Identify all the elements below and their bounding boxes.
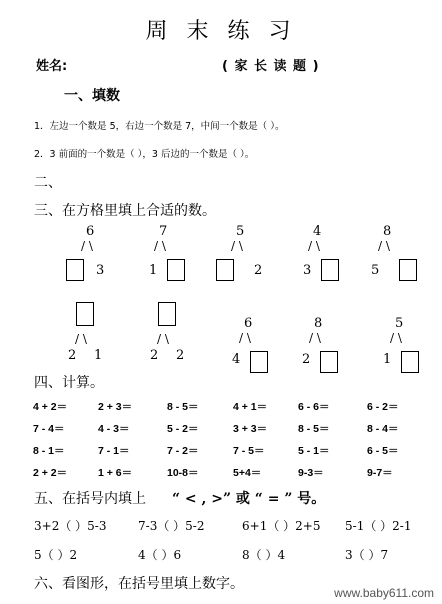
calc-item: 4 + 1＝: [233, 401, 268, 413]
section5-heading: 五、在括号内填上: [34, 491, 146, 507]
compare-item: 3（ ）7: [345, 548, 389, 562]
calc-item: 2 + 2＝: [33, 467, 68, 479]
calc-item: 8 - 4＝: [367, 423, 399, 435]
bond-top-number: 8: [383, 224, 392, 239]
bond-branch: / \: [154, 239, 166, 253]
calc-item: 6 - 6＝: [298, 401, 330, 413]
bond-top-number: 5: [395, 316, 404, 331]
answer-box[interactable]: [76, 302, 94, 326]
bond-branch: / \: [157, 332, 169, 346]
section1-q1: 1．左边一个数是 5，右边一个数是 7，中间一个数是（ ）。: [34, 121, 285, 132]
watermark: www.baby611.com: [334, 586, 434, 600]
bond-known-number: 1: [149, 263, 158, 278]
bond-top-number: 6: [86, 224, 95, 239]
calc-item: 3 + 3＝: [233, 423, 268, 435]
section4-heading: 四、计算。: [34, 375, 104, 391]
bond-branch: / \: [378, 239, 390, 253]
answer-box[interactable]: [250, 351, 268, 373]
section6-heading: 六、看图形，在括号里填上数字。: [34, 576, 244, 592]
page-title: 周 末 练 习: [145, 19, 297, 44]
calc-item: 8 - 1＝: [33, 445, 65, 457]
answer-box[interactable]: [320, 351, 338, 373]
compare-item: 5-1（ ）2-1: [345, 519, 412, 533]
bond-top-number: 7: [159, 224, 168, 239]
calc-item: 4 - 3＝: [98, 423, 130, 435]
bond-known-number: 3: [96, 263, 105, 278]
compare-item: 6+1（ ）2+5: [242, 519, 321, 533]
calc-item: 5 - 1＝: [298, 445, 330, 457]
bond-right-number: 1: [94, 348, 103, 363]
section5-symbols: “ < , >” 或 “ = ” 号。: [172, 491, 326, 507]
compare-item: 4（ ）6: [138, 548, 182, 562]
bond-known-number: 1: [383, 352, 392, 367]
calc-item: 5+4＝: [233, 467, 262, 479]
bond-branch: / \: [239, 331, 251, 345]
section2-heading: 二、: [34, 175, 62, 191]
bond-branch: / \: [231, 239, 243, 253]
section1-heading: 一、填数: [64, 88, 120, 104]
calc-item: 9-7＝: [367, 467, 393, 479]
bond-branch: / \: [308, 239, 320, 253]
calc-item: 7 - 4＝: [33, 423, 65, 435]
calc-item: 8 - 5＝: [298, 423, 330, 435]
compare-item: 3+2（ ）5-3: [34, 519, 107, 533]
compare-item: 8（ ）4: [242, 548, 286, 562]
bond-right-number: 2: [176, 348, 185, 363]
calc-item: 6 - 2＝: [367, 401, 399, 413]
bond-branch: / \: [75, 332, 87, 346]
calc-item: 7 - 5＝: [233, 445, 265, 457]
bond-known-number: 5: [371, 263, 380, 278]
answer-box[interactable]: [158, 302, 176, 326]
bond-branch: / \: [81, 239, 93, 253]
calc-item: 10-8＝: [167, 467, 199, 479]
calc-item: 4 + 2＝: [33, 401, 68, 413]
bond-top-number: 5: [236, 224, 245, 239]
calc-item: 7 - 2＝: [167, 445, 199, 457]
bond-left-number: 2: [150, 348, 159, 363]
calc-item: 8 - 5＝: [167, 401, 199, 413]
bond-top-number: 8: [314, 316, 323, 331]
calc-item: 2 + 3＝: [98, 401, 133, 413]
section3-heading: 三、在方格里填上合适的数。: [34, 203, 216, 219]
answer-box[interactable]: [167, 259, 185, 281]
calc-item: 1 + 6＝: [98, 467, 133, 479]
name-label: 姓名:: [36, 59, 68, 74]
bond-branch: / \: [309, 331, 321, 345]
bond-known-number: 4: [232, 352, 241, 367]
bond-branch: / \: [390, 331, 402, 345]
section1-q2: 2．3 前面的一个数是（ ），3 后边的一个数是（ ）。: [34, 149, 255, 160]
bond-left-number: 2: [68, 348, 77, 363]
bond-known-number: 2: [254, 263, 263, 278]
answer-box[interactable]: [216, 259, 234, 281]
calc-item: 7 - 1＝: [98, 445, 130, 457]
bond-top-number: 6: [244, 316, 253, 331]
answer-box[interactable]: [66, 259, 84, 281]
bond-known-number: 3: [303, 263, 312, 278]
calc-item: 5 - 2＝: [167, 423, 199, 435]
compare-item: 5（ ）2: [34, 548, 78, 562]
answer-box[interactable]: [399, 259, 417, 281]
compare-item: 7-3（ ）5-2: [138, 519, 205, 533]
calc-item: 6 - 5＝: [367, 445, 399, 457]
answer-box[interactable]: [401, 351, 419, 373]
bond-top-number: 4: [313, 224, 322, 239]
bond-known-number: 2: [302, 352, 311, 367]
calc-item: 9-3＝: [298, 467, 324, 479]
parent-note: ( 家 长 读 题 ): [222, 59, 320, 74]
answer-box[interactable]: [321, 259, 339, 281]
